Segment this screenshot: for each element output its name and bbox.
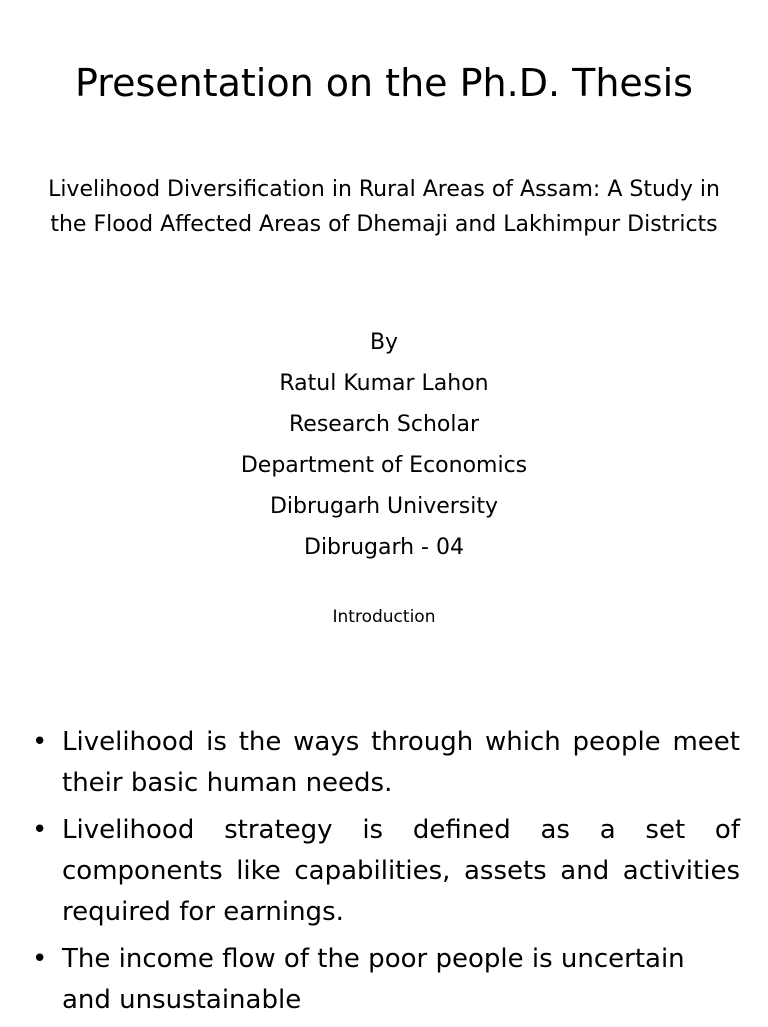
bullet-item [30,810,740,933]
author-location: Dibrugarh - 04 [304,535,464,560]
bullet-dot-icon: • [32,944,48,974]
author-block [0,322,768,568]
bullet-item [30,722,740,804]
slide-title: Presentation on the Ph.D. Thesis [75,61,693,105]
author-name: Ratul Kumar Lahon [279,371,489,396]
bullet-dot-icon: • [32,815,48,845]
bullet-list [30,722,740,1027]
bullet-item [30,939,740,1021]
author-line-by: By [369,330,399,355]
section-label: Introduction [332,607,436,627]
bullet-dot-icon: • [32,727,48,757]
bullet-text: Livelihood is the ways through which people meet their basic human needs. [62,727,740,798]
author-department: Department of Economics [240,453,528,478]
author-university: Dibrugarh University [269,494,499,519]
bullet-text: The income flow of the poor people is uncertain and unsustainable [62,944,685,1015]
bullet-text: Livelihood strategy is defined as a set of components like capabilities, assets and activities required for earnings. [62,815,740,927]
thesis-subtitle: Livelihood Diversification in Rural Areas of Assam: A Study in the Flood Affected Areas of Dhemaji and Lakhimpur Districts [48,177,720,237]
author-role: Research Scholar [288,412,479,437]
